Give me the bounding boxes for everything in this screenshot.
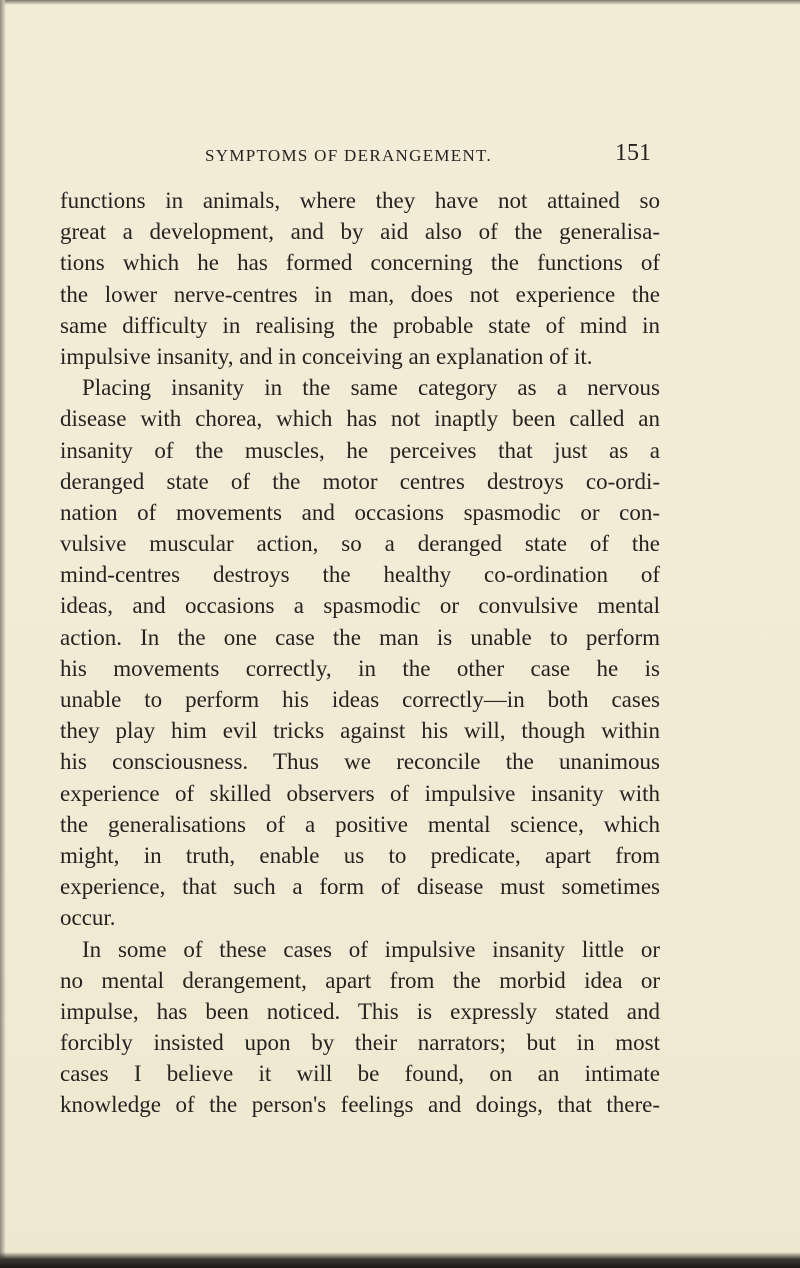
text-line: insanity of the muscles, he perceives that just as a bbox=[60, 437, 660, 463]
page-binding-edge bbox=[0, 0, 6, 1268]
text-line: experience, that such a form of disease must sometimes bbox=[60, 874, 660, 900]
text-line: knowledge of the person's feelings and doings, that there- bbox=[60, 1092, 660, 1118]
text-line: In some of these cases of impulsive insanity little or bbox=[82, 936, 660, 962]
text-line: vulsive muscular action, so a deranged state of the bbox=[60, 531, 660, 557]
text-line: impulsive insanity, and in conceiving an explanation of it. bbox=[60, 343, 593, 369]
text-line: his consciousness. Thus we reconcile the unanimous bbox=[60, 749, 660, 775]
page-header bbox=[60, 140, 660, 170]
text-line: the lower nerve-centres in man, does not experience the bbox=[60, 281, 660, 307]
text-line: impulse, has been noticed. This is expressly stated and bbox=[60, 998, 660, 1024]
text-line: experience of skilled observers of impulsive insanity with bbox=[60, 780, 660, 806]
text-line: the generalisations of a positive mental science, which bbox=[60, 811, 660, 837]
page-bottom-edge-shadow bbox=[0, 1252, 800, 1268]
text-line: no mental derangement, apart from the morbid idea or bbox=[60, 967, 660, 993]
page-number: 151 bbox=[615, 140, 651, 166]
text-line: deranged state of the motor centres destroys co-ordi- bbox=[60, 468, 660, 494]
text-line: Placing insanity in the same category as a nervous bbox=[82, 375, 660, 401]
text-line: forcibly insisted upon by their narrators; but in most bbox=[60, 1030, 660, 1056]
text-line: might, in truth, enable us to predicate, apart from bbox=[60, 842, 660, 868]
text-line: action. In the one case the man is unable to perform bbox=[60, 624, 660, 650]
text-line: occur. bbox=[60, 905, 116, 931]
page-top-edge-shadow bbox=[0, 0, 800, 5]
text-line: tions which he has formed concerning the functions of bbox=[60, 250, 660, 276]
text-line: disease with chorea, which has not inaptly been called an bbox=[60, 406, 660, 432]
running-head: SYMPTOMS OF DERANGEMENT. bbox=[205, 146, 493, 165]
text-line: ideas, and occasions a spasmodic or convulsive mental bbox=[60, 593, 660, 619]
text-line: same difficulty in realising the probable state of mind in bbox=[60, 312, 660, 338]
text-line: unable to perform his ideas correctly—in both cases bbox=[60, 687, 660, 712]
text-line: his movements correctly, in the other case he is bbox=[60, 655, 660, 681]
text-line: functions in animals, where they have not attained so bbox=[60, 188, 660, 213]
text-line: great a development, and by aid also of the generalisa- bbox=[60, 219, 660, 245]
text-line: mind-centres destroys the healthy co-ordination of bbox=[60, 562, 660, 588]
text-line: nation of movements and occasions spasmodic or con- bbox=[60, 499, 660, 525]
body-text bbox=[60, 185, 660, 1121]
text-line: cases I believe it will be found, on an intimate bbox=[60, 1061, 660, 1087]
text-line: they play him evil tricks against his will, though within bbox=[60, 718, 660, 744]
